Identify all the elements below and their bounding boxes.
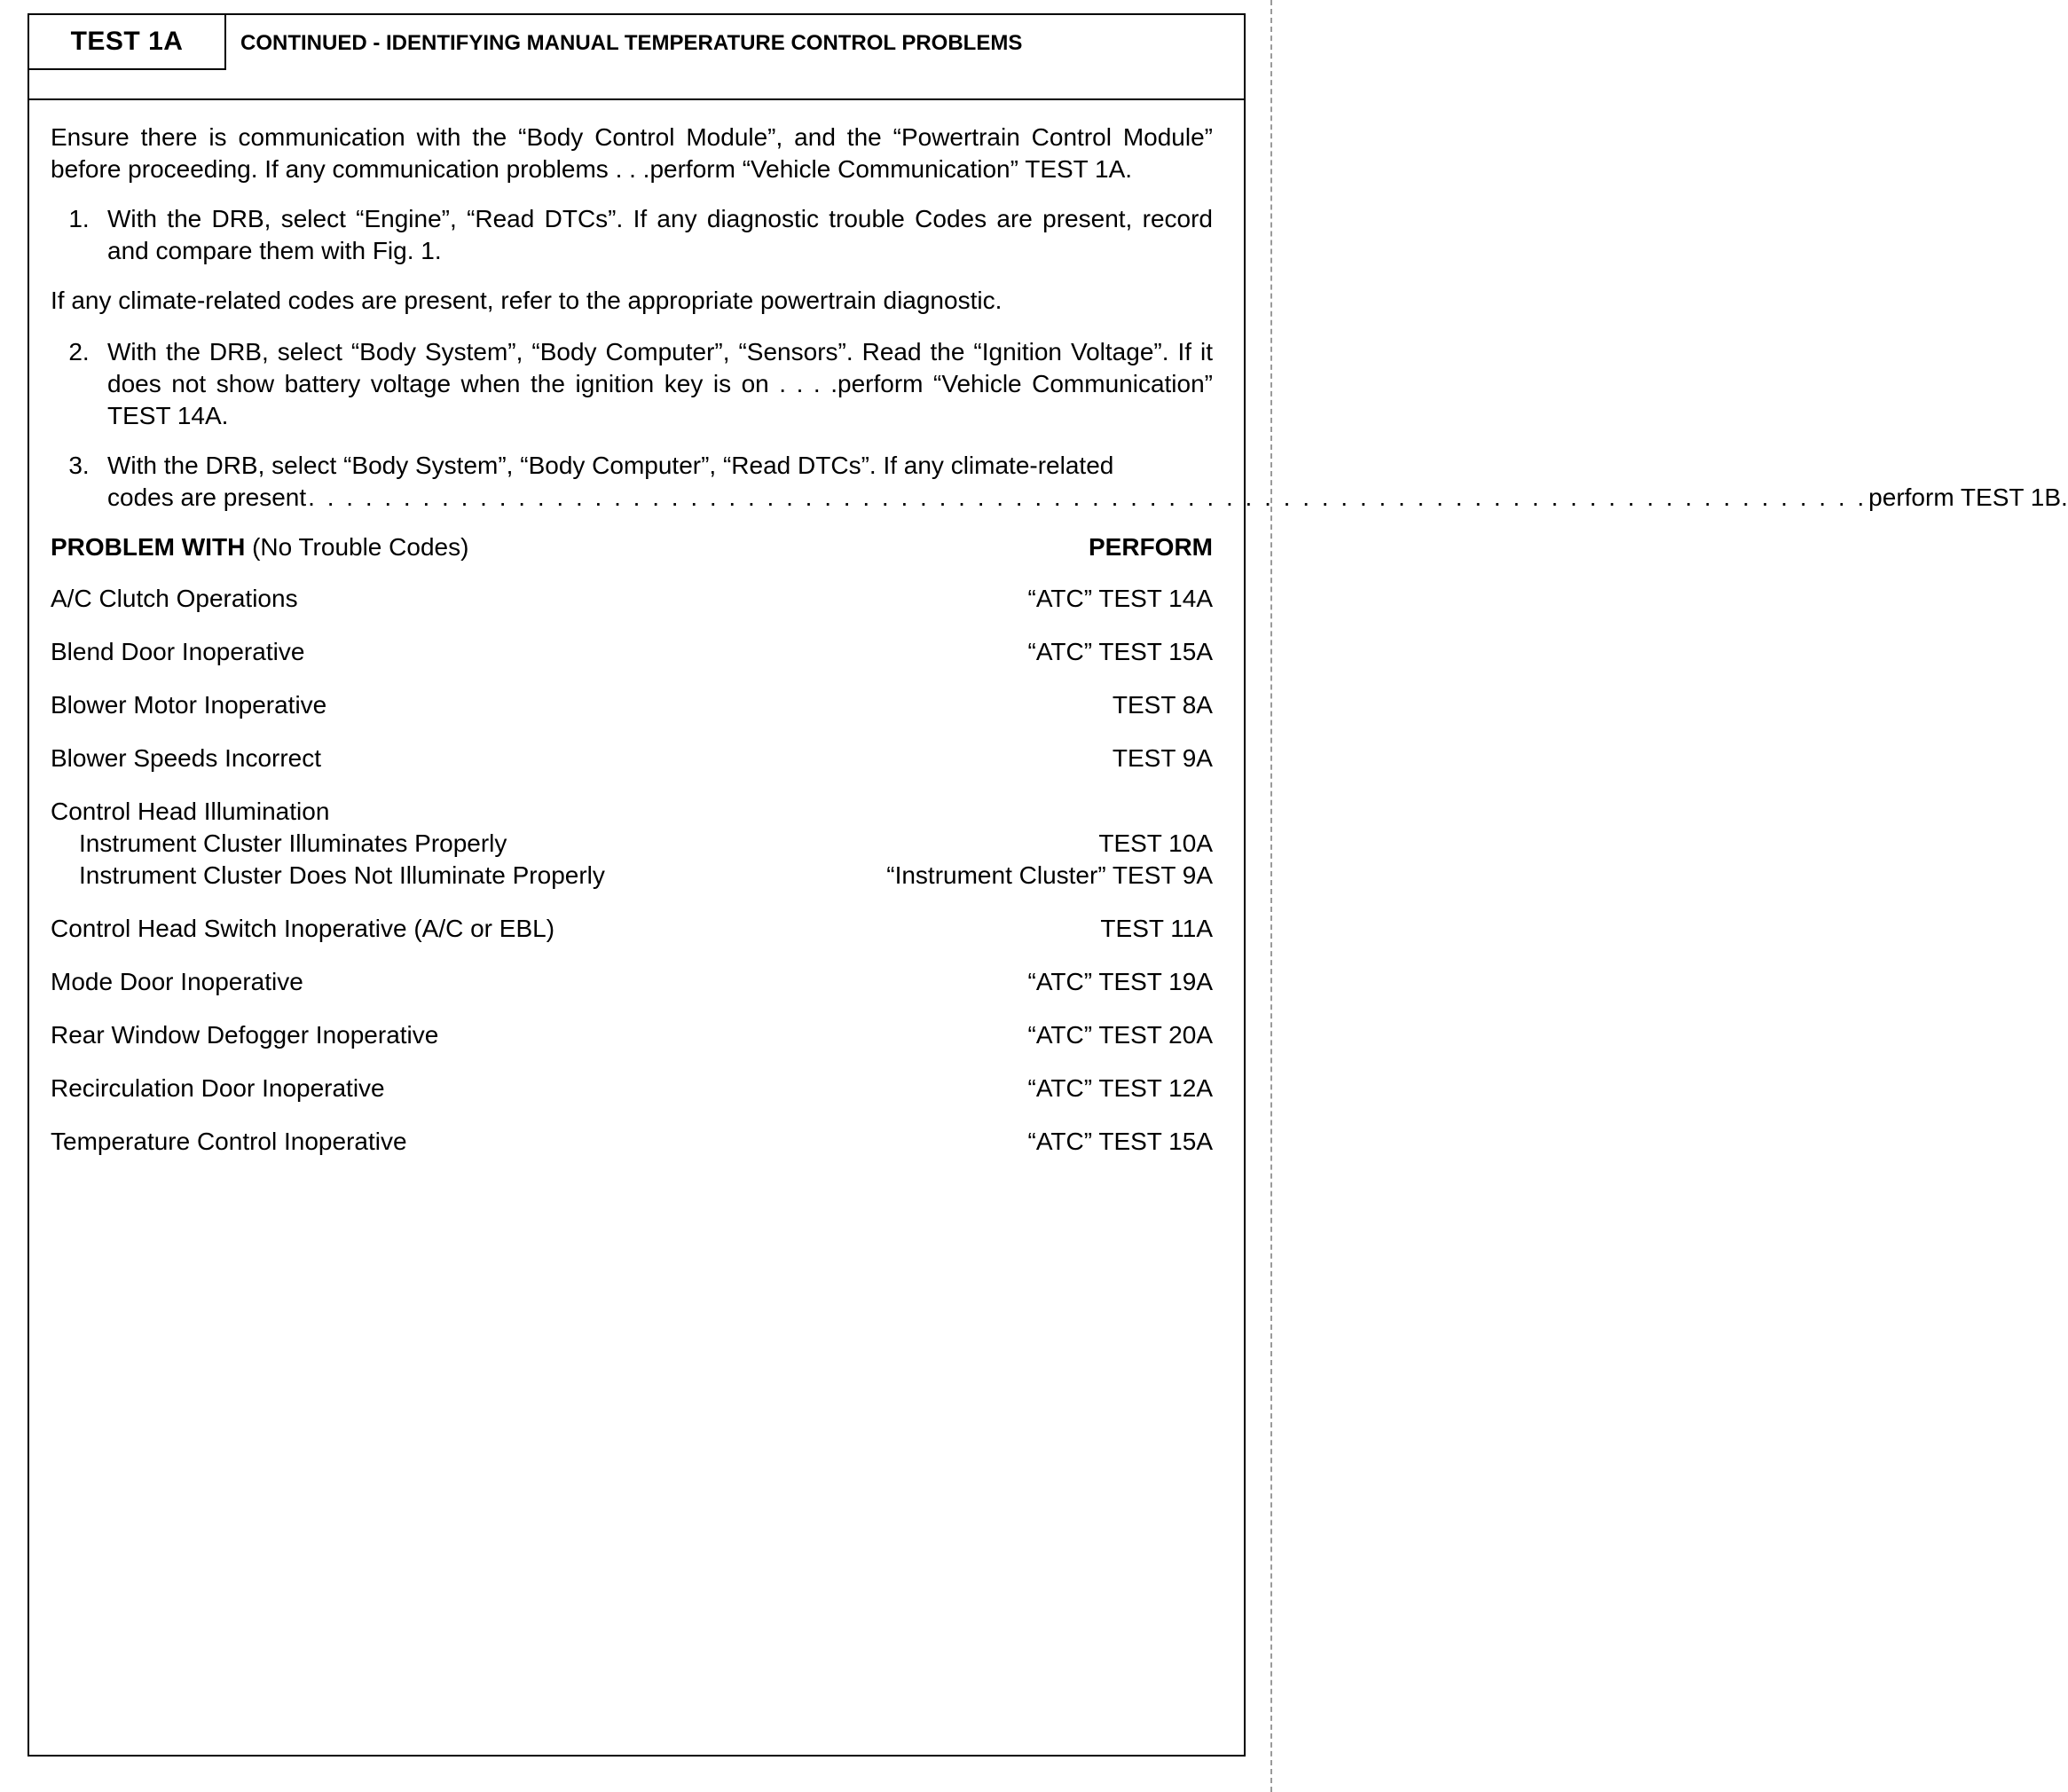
table-group [51,796,1213,892]
leader-dots [308,482,1867,514]
problem-cell: Temperature Control Inoperative [51,1128,407,1155]
perform-cell: “ATC” TEST 15A [1027,638,1213,665]
perform-cell: “ATC” TEST 15A [1027,1128,1213,1155]
step-lead-text: codes are present [107,483,307,511]
header-band [29,15,1244,100]
problem-cell: Blower Motor Inoperative [51,691,327,719]
table-row [51,913,1213,945]
step-1 [51,203,1213,267]
table-sub-row [51,828,1213,860]
table-row [51,636,1213,668]
content [51,122,2068,1179]
perform-cell: “ATC” TEST 14A [1027,585,1213,612]
table-header-problem-rest: (No Trouble Codes) [245,533,469,561]
table-row [51,1019,1213,1051]
problem-cell: A/C Clutch Operations [51,585,298,612]
perform-cell: TEST 8A [1112,691,1213,719]
table-row [51,689,1213,721]
problem-cell: Recirculation Door Inoperative [51,1074,385,1102]
step-text [107,450,2068,514]
table-header [51,531,1213,563]
table-sub-row [51,860,1213,892]
step-3 [51,450,2068,514]
step-text: With the DRB, select “Engine”, “Read DTCs”. If any diagnostic trouble Codes are present, record and compare them with Fig. 1. [107,205,1213,264]
table-row [51,743,1213,774]
header-title: CONTINUED - IDENTIFYING MANUAL TEMPERATURE CONTROL PROBLEMS [240,31,1023,55]
page-frame [28,13,2068,1757]
problem-cell: Control Head Switch Inoperative (A/C or EBL) [51,915,555,942]
perform-cell: “ATC” TEST 12A [1027,1074,1213,1102]
perform-cell: TEST 10A [1098,829,1213,857]
problem-cell: Instrument Cluster Does Not Illuminate Properly [79,861,605,889]
table-row [51,583,1213,615]
step-leader-line [107,482,2068,514]
table-header-problem [51,531,468,563]
perform-cell: TEST 11A [1100,915,1213,942]
step-number: 2. [68,338,90,365]
table-row [51,1126,1213,1158]
problem-cell: Blend Door Inoperative [51,638,305,665]
step-text-line: With the DRB, select “Body System”, “Body Computer”, “Read DTCs”. If any climate-related [107,452,1114,479]
test-id: TEST 1A [29,15,226,70]
step-number: 3. [68,452,90,479]
problem-cell: Instrument Cluster Illuminates Properly [79,829,507,857]
intro-paragraph: Ensure there is communication with the “Body Control Module”, and the “Powertrain Control Module” before proceeding. If any communication problems . . .perform “Vehicle Communication” TEST 1A. [51,123,1213,183]
problem-cell: Rear Window Defogger Inoperative [51,1021,439,1049]
step-action: perform TEST 1B. [1868,483,2068,511]
step-2 [51,336,1213,432]
perform-cell: “ATC” TEST 19A [1027,968,1213,995]
problem-cell: Mode Door Inoperative [51,968,303,995]
group-title: Control Head Illumination [51,798,330,825]
table-row [51,966,1213,998]
perform-cell: “ATC” TEST 20A [1027,1021,1213,1049]
page-edge-line [1270,0,1272,1792]
step-text: With the DRB, select “Body System”, “Body Computer”, “Sensors”. Read the “Ignition Voltage”. If it does not show battery voltage when the ignition key is on . . . .perform “Vehicle Communication” TEST 14A. [107,338,1213,429]
climate-codes-note: If any climate-related codes are present, refer to the appropriate powertrain diagnostic. [51,287,1003,314]
perform-cell: “Instrument Cluster” TEST 9A [886,861,1213,889]
table-row [51,1073,1213,1104]
step-number: 1. [68,205,90,232]
perform-cell: TEST 9A [1112,744,1213,772]
table-header-perform: PERFORM [1089,533,1213,561]
table-header-problem-bold: PROBLEM WITH [51,533,246,561]
problem-cell: Blower Speeds Incorrect [51,744,322,772]
